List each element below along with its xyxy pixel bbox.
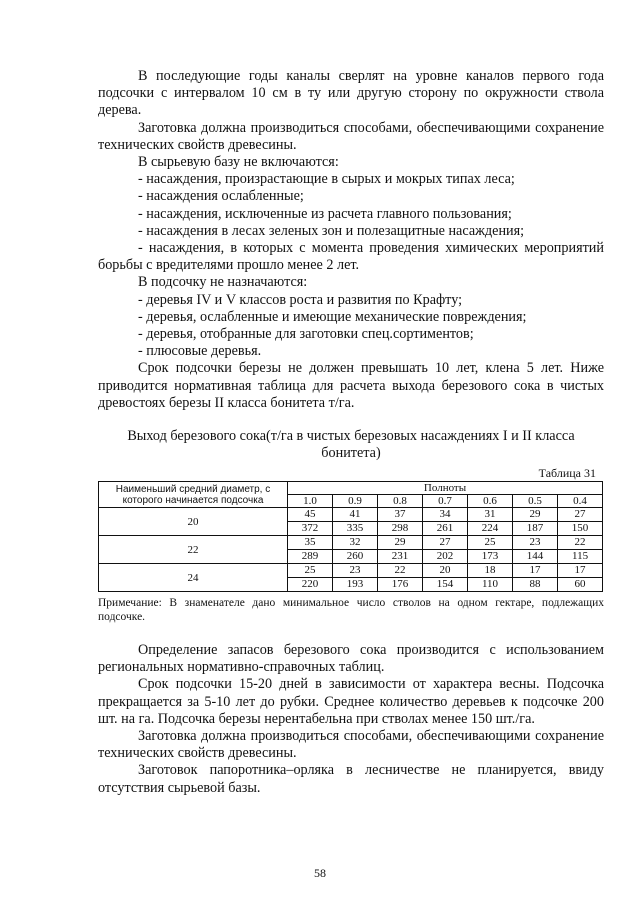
yield-cell: [468, 564, 513, 592]
body-text-bottom: [98, 642, 604, 797]
density-column-header: 0.8: [378, 495, 423, 508]
paragraph: - насаждения, исключенные из расчета главного пользования;: [138, 205, 512, 222]
yield-cell: [558, 564, 603, 592]
min-trunks-value: 202: [436, 550, 454, 562]
min-trunks-value: 261: [436, 522, 454, 534]
min-trunks-value: 144: [526, 550, 544, 562]
paragraph: - насаждения, произрастающие в сырых и мокрых типах леса;: [138, 171, 515, 188]
yield-cell: [513, 564, 558, 592]
yield-value: 29: [378, 536, 422, 550]
yield-cell: [558, 508, 603, 536]
yield-value: 34: [423, 508, 467, 522]
yield-cell: [423, 508, 468, 536]
yield-cell: [333, 536, 378, 564]
paragraph: Определение запасов березового сока производится с использованием региональных нормативно-справочных таблиц.: [98, 642, 604, 676]
table-row: [99, 508, 603, 536]
yield-cell: [558, 536, 603, 564]
table-caption: Выход березового сока(т/га в чистых березовых насаждениях I и II класса бонитета): [127, 428, 575, 462]
yield-value: 27: [423, 536, 467, 550]
yield-value: 23: [513, 536, 557, 550]
paragraph: - деревья IV и V классов роста и развития по Крафту;: [138, 291, 463, 308]
table-note: Примечание: В знаменателе дано минимальное число стволов на одном гектаре, подлежащих подсочке.: [98, 597, 604, 623]
birch-sap-yield-table: [98, 481, 603, 592]
paragraph: Срок подсочки березы не должен превышать 10 лет, клена 5 лет. Ниже приводится нормативная таблица для расчета выхода березового сока в чистых древостоях березы II класса бонитета т/га.: [98, 360, 604, 411]
yield-value: 25: [468, 536, 512, 550]
min-trunks-value: 193: [346, 578, 364, 590]
yield-cell: [423, 564, 468, 592]
min-trunks-value: 173: [481, 550, 499, 562]
yield-value: 20: [423, 564, 467, 578]
yield-value: 27: [558, 508, 602, 522]
min-trunks-value: 110: [481, 578, 499, 590]
paragraph: - деревья, отобранные для заготовки спец.сортиментов;: [138, 326, 474, 343]
diameter-cell: 22: [99, 536, 288, 564]
paragraph: - насаждения в лесах зеленых зон и полезащитные насаждения;: [138, 222, 525, 239]
paragraph: - плюсовые деревья.: [138, 343, 262, 360]
min-trunks-value: 298: [391, 522, 409, 534]
table-body: [99, 508, 603, 592]
yield-cell: [468, 536, 513, 564]
yield-cell: [333, 508, 378, 536]
table-number-label: Таблица 31: [538, 466, 596, 480]
yield-value: 37: [378, 508, 422, 522]
yield-cell: [288, 536, 333, 564]
min-trunks-value: 231: [391, 550, 409, 562]
body-text-top: [98, 68, 604, 412]
table-header-density-group: Полноты: [288, 482, 603, 495]
paragraph: - насаждения ослабленные;: [138, 188, 304, 205]
min-trunks-value: 154: [436, 578, 454, 590]
min-trunks-value: 372: [301, 522, 319, 534]
yield-value: 17: [558, 564, 602, 578]
table-row: [99, 536, 603, 564]
yield-cell: [378, 536, 423, 564]
min-trunks-value: 224: [481, 522, 499, 534]
min-trunks-value: 60: [574, 578, 586, 590]
yield-value: 22: [378, 564, 422, 578]
yield-cell: [513, 508, 558, 536]
min-trunks-value: 220: [301, 578, 319, 590]
yield-value: 45: [288, 508, 332, 522]
paragraph: - насаждения, в которых с момента проведения химических мероприятий борьбы с вредителями прошло менее 2 лет.: [98, 240, 604, 274]
min-trunks-value: 289: [301, 550, 319, 562]
yield-cell: [378, 564, 423, 592]
min-trunks-value: 115: [571, 550, 589, 562]
yield-value: 23: [333, 564, 377, 578]
yield-cell: [423, 536, 468, 564]
yield-value: 41: [333, 508, 377, 522]
density-column-header: 0.7: [423, 495, 468, 508]
paragraph: Заготовка должна производиться способами, обеспечивающими сохранение технических свойств древесины.: [98, 119, 604, 153]
paragraph: Заготовка должна производиться способами, обеспечивающими сохранение технических свойств древесины.: [98, 728, 604, 762]
yield-cell: [513, 536, 558, 564]
min-trunks-value: 176: [391, 578, 409, 590]
yield-value: 18: [468, 564, 512, 578]
diameter-cell: 24: [99, 564, 288, 592]
min-trunks-value: 150: [571, 522, 589, 534]
yield-cell: [288, 564, 333, 592]
yield-value: 25: [288, 564, 332, 578]
diameter-cell: 20: [99, 508, 288, 536]
min-trunks-value: 187: [526, 522, 544, 534]
paragraph: В последующие годы каналы сверлят на уровне каналов первого года подсочки с интервалом 10 см в ту или другую сторону по окружности ствола дерева.: [98, 68, 604, 119]
density-column-header: 0.9: [333, 495, 378, 508]
yield-cell: [468, 508, 513, 536]
table-header-diameter: Наименьший средний диаметр, с которого начинается подсочка: [99, 482, 288, 508]
paragraph: - деревья, ослабленные и имеющие механические повреждения;: [138, 308, 527, 325]
paragraph: Заготовок папоротника–орляка в лесничестве не планируется, ввиду отсутствия сырьевой базы.: [98, 762, 604, 796]
density-column-header: 0.5: [513, 495, 558, 508]
paragraph: Срок подсочки 15-20 дней в зависимости от характера весны. Подсочка прекращается за 5-10 лет до рубки. Среднее количество деревьев к подсочке 200 шт. на га. Подсочка березы нерентабельна при стволах менее 150 шт./га.: [98, 676, 604, 727]
density-column-header: 0.4: [558, 495, 603, 508]
min-trunks-value: 335: [346, 522, 364, 534]
min-trunks-value: 260: [346, 550, 364, 562]
yield-value: 31: [468, 508, 512, 522]
yield-value: 22: [558, 536, 602, 550]
yield-cell: [288, 508, 333, 536]
yield-cell: [378, 508, 423, 536]
yield-value: 29: [513, 508, 557, 522]
table-row: [99, 564, 603, 592]
paragraph: В сырьевую базу не включаются:: [138, 154, 339, 171]
yield-cell: [333, 564, 378, 592]
density-column-header: 0.6: [468, 495, 513, 508]
paragraph: В подсочку не назначаются:: [138, 274, 308, 291]
density-column-header: 1.0: [288, 495, 333, 508]
yield-value: 17: [513, 564, 557, 578]
page-number: 58: [314, 866, 326, 880]
yield-value: 32: [333, 536, 377, 550]
yield-value: 35: [288, 536, 332, 550]
min-trunks-value: 88: [529, 578, 541, 590]
